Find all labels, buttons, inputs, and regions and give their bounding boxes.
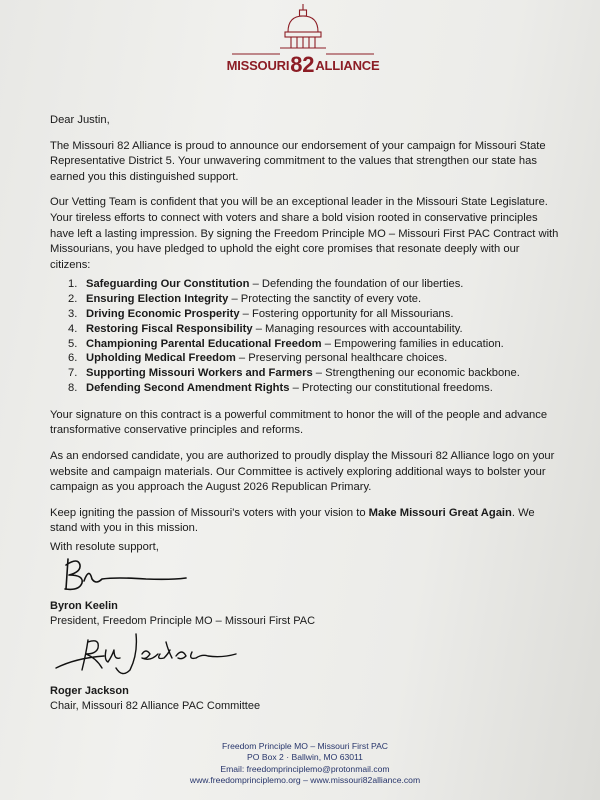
promise-desc: – Strengthening our economic backbone. bbox=[312, 367, 520, 380]
footer-organization: Freedom Principle MO – Missouri First PAC bbox=[221, 741, 389, 751]
list-item bbox=[68, 381, 562, 396]
endorsement-paragraph: The Missouri 82 Alliance is proud to announce our endorsement of your campaign for Missouri State Representative District 5. Your unwavering commitment to the values that strengthen our state has earned you this distinguished support. bbox=[50, 139, 546, 183]
list-number: 6. bbox=[68, 352, 78, 365]
promise-title: Ensuring Election Integrity bbox=[86, 293, 229, 306]
logo-left-text: MISSOURI bbox=[226, 57, 290, 73]
slogan: Make Missouri Great Again bbox=[368, 506, 512, 519]
signature-paragraph: Your signature on this contract is a powerful commitment to honor the will of the people and advance transformative conservative principles and reforms. bbox=[50, 408, 548, 437]
roger-jackson-signature bbox=[46, 628, 246, 680]
core-promises-list bbox=[50, 277, 562, 395]
promise-desc: – Protecting the sanctity of every vote. bbox=[228, 293, 422, 306]
promise-title: Supporting Missouri Workers and Farmers bbox=[86, 367, 313, 380]
footer-websites: www.freedomprinciplemo.org – www.missouri82alliance.com bbox=[189, 774, 421, 785]
list-number: 7. bbox=[68, 367, 78, 380]
letter-body bbox=[50, 113, 562, 547]
list-item bbox=[68, 277, 562, 292]
list-number: 5. bbox=[68, 337, 78, 350]
list-item bbox=[68, 322, 562, 337]
letterhead-footer bbox=[150, 741, 460, 786]
salutation: Dear Justin, bbox=[50, 114, 110, 126]
vetting-paragraph: Our Vetting Team is confident that you will be an exceptional leader in the Missouri State Legislature. Your tireless efforts to connect with voters and share a bold vision rooted in conservative principles have left a lasting impression. By signing the Freedom Principle MO – Missouri First PAC Contract with Missourians, you have pledged to uphold the eight core promises that resonate deeply with our citizens: bbox=[50, 196, 559, 271]
closing-text-start: Keep igniting the passion of Missouri's voters with your vision to bbox=[50, 506, 369, 519]
footer-email: Email: freedomprinciplemo@protonmail.com bbox=[220, 763, 390, 774]
promise-title: Driving Economic Prosperity bbox=[86, 307, 240, 320]
logo-wordmark bbox=[228, 54, 378, 76]
valediction: With resolute support, bbox=[50, 541, 159, 553]
closing-text-end: . We stand with you in this mission. bbox=[50, 506, 535, 535]
list-item bbox=[68, 366, 562, 381]
footer-address: PO Box 2 · Ballwin, MO 63011 bbox=[247, 752, 363, 763]
promise-desc: – Preserving personal healthcare choices. bbox=[235, 352, 448, 365]
logo-number: 82 bbox=[290, 52, 315, 77]
list-number: 4. bbox=[68, 322, 78, 335]
promise-desc: – Protecting our constitutional freedoms. bbox=[289, 381, 493, 394]
signer-name: Roger Jackson bbox=[50, 685, 129, 697]
signer-title: President, Freedom Principle MO – Missouri First PAC bbox=[50, 615, 316, 627]
list-number: 8. bbox=[68, 381, 78, 394]
list-number: 1. bbox=[68, 278, 78, 291]
promise-desc: – Empowering families in education. bbox=[321, 337, 504, 350]
list-number: 3. bbox=[68, 307, 78, 320]
list-item bbox=[68, 337, 562, 352]
byron-keelin-signature bbox=[56, 553, 196, 597]
signer-title: Chair, Missouri 82 Alliance PAC Committee bbox=[50, 700, 261, 712]
list-number: 2. bbox=[68, 293, 78, 306]
promise-desc: – Fostering opportunity for all Missourians. bbox=[239, 307, 454, 320]
promise-title: Safeguarding Our Constitution bbox=[86, 278, 250, 291]
promise-desc: – Managing resources with accountability. bbox=[252, 322, 463, 335]
promise-title: Championing Parental Educational Freedom bbox=[86, 337, 322, 350]
promise-title: Restoring Fiscal Responsibility bbox=[86, 322, 253, 335]
list-item bbox=[68, 351, 562, 366]
promise-title: Upholding Medical Freedom bbox=[86, 352, 236, 365]
closing-paragraph bbox=[50, 506, 562, 537]
promise-desc: – Defending the foundation of our liberties. bbox=[249, 278, 464, 291]
signer-block-2 bbox=[50, 684, 260, 714]
logo-right-text: ALLIANCE bbox=[315, 57, 380, 73]
list-item bbox=[68, 292, 562, 307]
missouri-82-alliance-logo bbox=[228, 2, 378, 78]
signer-block-1 bbox=[50, 599, 315, 629]
endorsed-candidate-paragraph: As an endorsed candidate, you are authorized to proudly display the Missouri 82 Alliance logo on your website and campaign materials. Our Committee is actively exploring additional ways to bolster your campaign as you approach the August 2026 Republican Primary. bbox=[50, 449, 555, 494]
list-item bbox=[68, 307, 562, 322]
signer-name: Byron Keelin bbox=[50, 600, 118, 612]
promise-title: Defending Second Amendment Rights bbox=[86, 381, 290, 394]
